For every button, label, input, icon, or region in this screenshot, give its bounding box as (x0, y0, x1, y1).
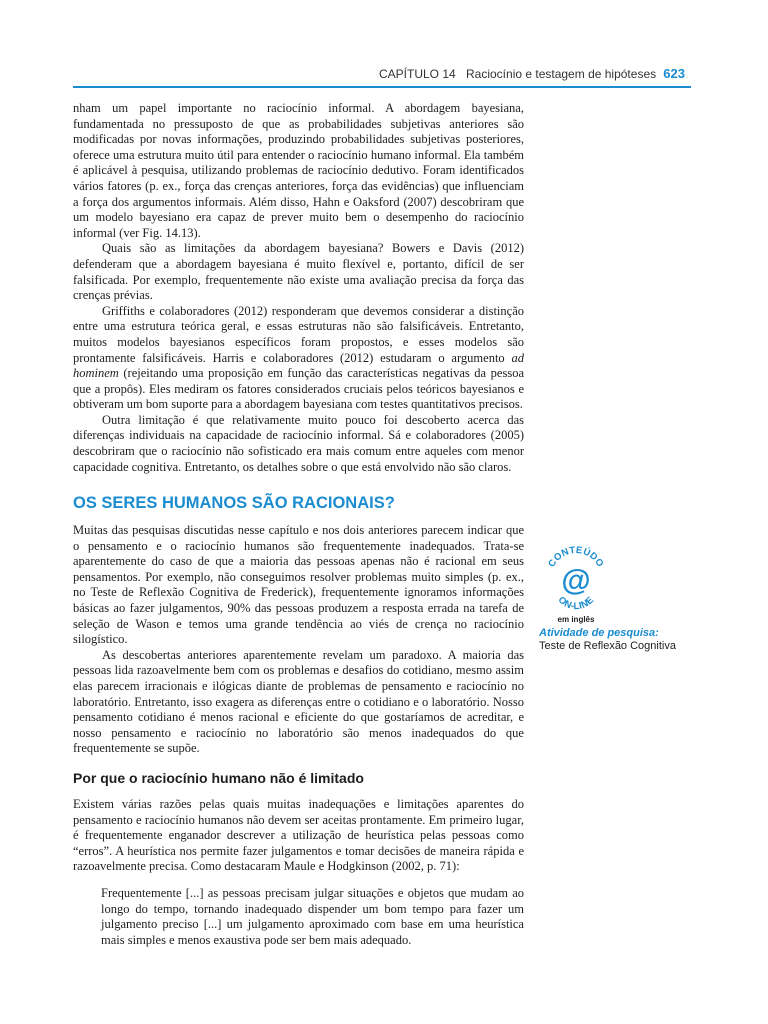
paragraph: Existem várias razões pelas quais muitas inadequações e limitações aparentes do pensamento e raciocínio humanos não devem ser aceitas prontamente. Em primeiro lugar, é frequentemente enganador descrever a utilização de heurística pelas pessoas como “erros”. A heurística nos permite fazer julgamentos e tomar decisões de maneira rápida e razoavelmente precisa. Como destacaram Maule e Hodgkinson (2002, p. 71): (73, 797, 524, 874)
badge-at-symbol: @ (561, 564, 591, 597)
paragraph (73, 304, 524, 413)
badge-bottom-text: ON-LINE (555, 594, 597, 613)
paragraph: Muitas das pesquisas discutidas nesse capítulo e nos dois anteriores parecem indicar que o pensamento e o raciocínio humanos são frequentemente inadequados. Trata-se aparentemente do caso de que a maioria das pessoas apenas não é racional em seus pensamentos. Por exemplo, não conseguimos resolver problemas muito simples (p. ex., no Teste de Reflexão Cognitiva de Frederick), frequentemente ignoramos informações básicas ao fazer julgamentos, 90% das pessoas produzem a resposta errada na tarefa de seleção de Wason e temos uma grande tendência ao viés de crença no raciocínio silogístico. (73, 523, 524, 647)
block-quote: Frequentemente [...] as pessoas precisam julgar situações e objetos que mudam ao longo do tempo, tornando inadequado dispender um bom tempo para fazer um julgamento preciso [...] um julgamento aproximado com base em uma heurística mais simples e menos exaustiva pode ser bem mais adequado. (101, 886, 524, 947)
chapter-label: CAPÍTULO 14 (379, 67, 456, 81)
page-number: 623 (663, 66, 685, 81)
badge-top-text: CONTEÚDO (546, 545, 606, 570)
running-header (73, 64, 691, 88)
svg-text:ON-LINE (556, 595, 597, 613)
section-heading: OS SERES HUMANOS SÃO RACIONAIS? (73, 494, 395, 512)
paragraph: As descobertas anteriores aparentemente revelam um paradoxo. A maioria das pessoas lida razoavelmente bem com os problemas e desafios do cotidiano, mesmo assim elas parecem irracionais e ilógicas diante de problemas de pensamento e raciocínio no laboratório. Entretanto, isso exagera as diferenças entre o cotidiano e o laboratório. Nosso pensamento cotidiano é menos racional e eficiente do que gostaríamos de acreditar, e nosso pensamento e raciocínio no laboratório são menos inadequados do que frequentemente se supõe. (73, 647, 524, 756)
paragraph: nham um papel importante no raciocínio informal. A abordagem bayesiana, fundamentada no pressuposto de que as probabilidades subjetivas anteriores são modificadas por novas informações, produzindo probabilidades subjetivas posteriores, oferece uma estrutura muito útil para entender o raciocínio humano informal. Ela também é aplicável à pesquisa, utilizando problemas de raciocínio dedutivo. Foram identificados vários fatores (p. ex., força das crenças anteriores, força das evidências) que influenciam a força dos argumentos informais. Além disso, Hahn e Oaksford (2007) descobriram que um modelo bayesiano era capaz de prever muito bem o desempenho do raciocínio informal (ver Fig. 14.13). (73, 101, 524, 240)
section-bayesian-text (73, 101, 524, 475)
at-sign-icon (541, 545, 611, 625)
online-content-sidebar (539, 545, 689, 652)
header-rule (73, 86, 691, 88)
paragraph: Quais são as limitações da abordagem bayesiana? Bowers e Davis (2012) defenderam que a abordagem bayesiana é muito flexível e, portanto, difícil de ser falsificada. Por exemplo, frequentemente não existe uma avaliação precisa da força das crenças prévias. (73, 241, 524, 303)
section-rationality-text (73, 523, 524, 757)
paragraph: Outra limitação é que relativamente muito pouco foi descoberto acerca das diferenças individuais na capacidade de raciocínio informal. Sá e colaboradores (2005) descobriram que o raciocínio não sofisticado era mais comum entre aqueles com menor capacidade cognitiva. Entretanto, os detalhes sobre o que está envolvido não são claros. (73, 412, 524, 474)
section-reasoning-text (73, 797, 524, 875)
italic-term: ad hominem (73, 350, 524, 381)
chapter-title: Raciocínio e testagem de hipóteses (466, 67, 657, 81)
activity-title: Atividade de pesquisa: (539, 627, 659, 639)
activity-description[interactable]: Teste de Reflexão Cognitiva (539, 640, 676, 652)
badge-language-text: em inglês (557, 615, 595, 624)
subsection-heading: Por que o raciocínio humano não é limitado (73, 770, 364, 786)
text-run: Griffiths e colaboradores (2012) responderam que devemos considerar a distinção entre uma estrutura teórica geral, e essas estruturas não são falsificáveis. Entretanto, muitos modelos bayesianos específicos foram propostos, e esses modelos são prontamente falsificáveis. Harris e colaboradores (2012) estudaram o argumento (73, 303, 524, 365)
online-content-badge[interactable] (541, 545, 611, 625)
text-run: (rejeitando uma proposição em função das características negativas da pessoa que a propôs). Eles mediram os fatores considerados cruciais pelos teóricos bayesianos e obtiveram um bom suporte para a abordagem bayesiana com testes quantitativos precisos. (73, 366, 524, 412)
